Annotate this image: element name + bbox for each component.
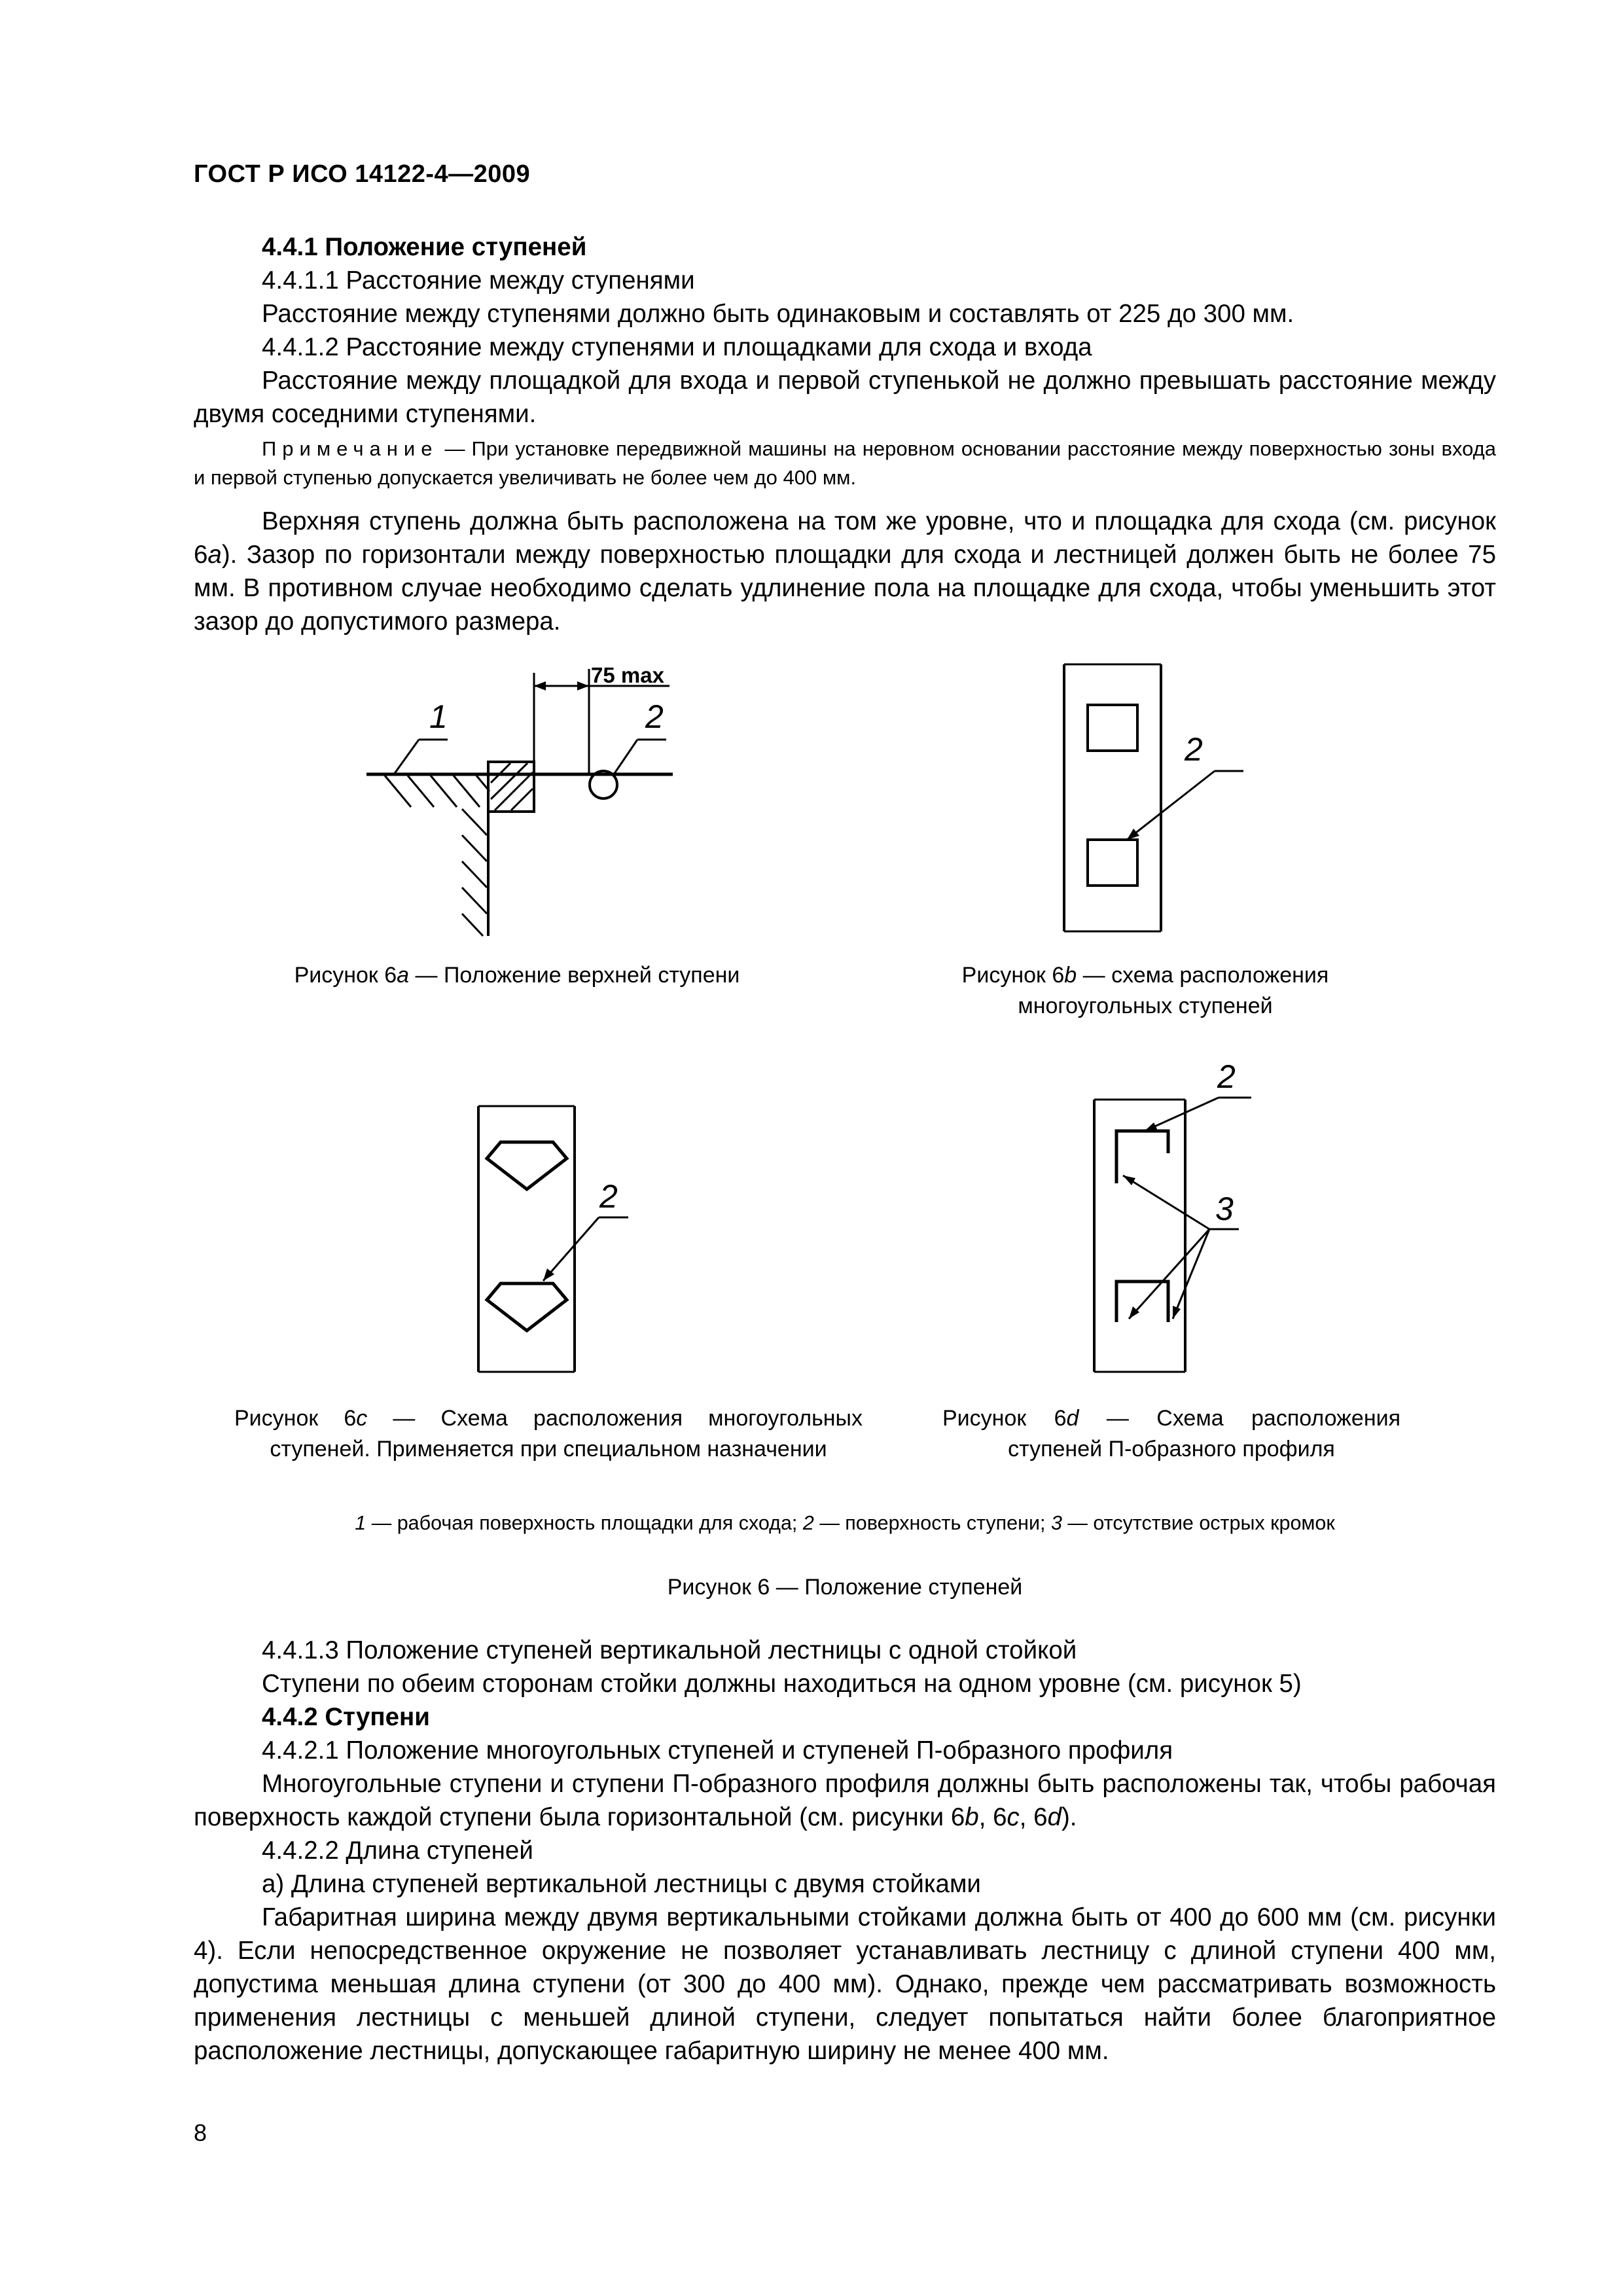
figure-6a-caption: Рисунок 6а — Положение верхней ступени <box>294 963 740 988</box>
figure-6b-drawing <box>1064 664 1243 931</box>
section-4-4-2-2-item-a: а) Длина ступеней вертикальной лестницы с двумя стойками <box>262 1870 981 1898</box>
figure-ref-6a: а <box>207 541 222 569</box>
section-4-4-1-1-title: 4.4.1.1 Расстояние между ступенями <box>262 266 695 295</box>
leader-3c <box>1173 1229 1209 1319</box>
note-text: — При установке передвижной машины на неровном основании расстояние между поверхностью зоны входа и первой ступенью допускается увеличивать не более чем до 400 мм. <box>194 437 1496 489</box>
top-step-section <box>488 762 534 812</box>
wall-hatching <box>462 809 487 936</box>
figure-6c-drawing <box>478 1106 628 1372</box>
square-step-upper <box>1088 705 1137 751</box>
note-label: Примечание <box>262 437 438 460</box>
polygon-step-lower <box>487 1283 567 1331</box>
figure-6a-drawing <box>366 669 673 936</box>
figure-6c-caption: Рисунок 6с — Схема расположения многоугольных ступеней. Применяется при специальном назначении <box>234 1406 863 1462</box>
square-step-lower <box>1088 840 1137 886</box>
figure-6-caption: Рисунок 6 — Положение ступеней <box>667 1575 1023 1600</box>
figure-6c-label-2: 2 <box>599 1178 618 1215</box>
figure-6a-label-1: 1 <box>429 698 448 735</box>
section-4-4-2-1-text: Многоугольные ступени и ступени П-образного профиля должны быть расположены так, чтобы рабочая поверхность каждой ступени была горизонтальной (см. рисунки 6b, 6с, 6d). <box>194 1770 1496 1831</box>
paragraph-top-step-after: ). Зазор по горизонтали между поверхностью площадки для схода и лестницей должен быть не более 75 мм. В противном случае необходимо сделать удлинение пола на площадке для схода, чтобы уменьшить этот зазор до допустимого размера. <box>194 541 1496 636</box>
section-4-4-1-1-text: Расстояние между ступенями должно быть одинаковым и составлять от 225 до 300 мм. <box>262 300 1294 328</box>
figure-6d-label-2: 2 <box>1217 1058 1236 1095</box>
page-number: 8 <box>194 2119 207 2146</box>
document-header: ГОСТ Р ИСО 14122-4—2009 <box>194 160 531 188</box>
leader-2a <box>614 740 637 774</box>
ground-hatching <box>385 776 490 807</box>
figure-legend: 1 — рабочая поверхность площадки для схода; 2 — поверхность ступени; 3 — отсутствие острых кромок <box>355 1512 1335 1534</box>
figure-6b-label-2: 2 <box>1185 731 1203 768</box>
leader-3a <box>1123 1175 1209 1229</box>
figure-6d-caption: Рисунок 6d — Схема расположения ступеней П-образного профиля <box>942 1406 1400 1462</box>
step-section-hatching <box>491 763 533 810</box>
section-4-4-1-3-title: 4.4.1.3 Положение ступеней вертикальной лестницы с одной стойкой <box>262 1636 1077 1664</box>
section-4-4-1-2-text: Расстояние между площадкой для входа и первой ступенькой не должно превышать расстояние между двумя соседними ступенями. <box>194 367 1496 428</box>
figure-6d-drawing <box>1094 1098 1251 1372</box>
figure-6a-label-2: 2 <box>645 698 664 735</box>
dimension-75max: 75 max <box>591 663 664 687</box>
section-4-4-2-title: 4.4.2 Ступени <box>262 1703 430 1731</box>
figure-6b-caption: Рисунок 6b — схема расположения многоугольных ступеней <box>961 963 1329 1018</box>
section-4-4-2-2-title: 4.4.2.2 Длина ступеней <box>262 1837 533 1865</box>
u-step-lower <box>1116 1282 1168 1322</box>
leader-1 <box>394 740 419 774</box>
polygon-step-upper <box>487 1142 567 1189</box>
dimension-arrow-right <box>577 681 589 691</box>
figure-6d-label-3: 3 <box>1215 1191 1234 1227</box>
section-4-4-2-1-title: 4.4.2.1 Положение многоугольных ступеней и ступеней П-образного профиля <box>262 1736 1173 1765</box>
section-4-4-1-title: 4.4.1 Положение ступеней <box>262 233 587 261</box>
paragraph-top-step-before: Верхняя ступень должна быть расположена на том же уровне, что и площадка для схода (см. рисунок 6 <box>194 507 1496 569</box>
dimension-arrow-left <box>534 681 546 691</box>
leader-2c <box>543 1217 599 1281</box>
section-4-4-1-2-title: 4.4.1.2 Расстояние между ступенями и площадками для схода и входа <box>262 333 1092 361</box>
section-4-4-2-2-text: Габаритная ширина между двумя вертикальными стойками должна быть от 400 до 600 мм (см. рисунки 4). Если непосредственное окружение не позволяет устанавливать лестницу с длиной ступени 400 мм, допустима меньшая длина ступени (от 300 до 400 мм). Однако, прежде чем рассматривать возможность применения лестницы с меньшей длиной ступени, следует попытаться найти более благоприятное расположение лестницы, допускающее габаритную ширину не менее 400 мм. <box>194 1903 1496 2065</box>
leader-2b <box>1127 771 1215 840</box>
section-4-4-1-3-text: Ступени по обеим сторонам стойки должны находиться на одном уровне (см. рисунок 5) <box>262 1670 1302 1698</box>
leader-2d <box>1145 1098 1219 1131</box>
